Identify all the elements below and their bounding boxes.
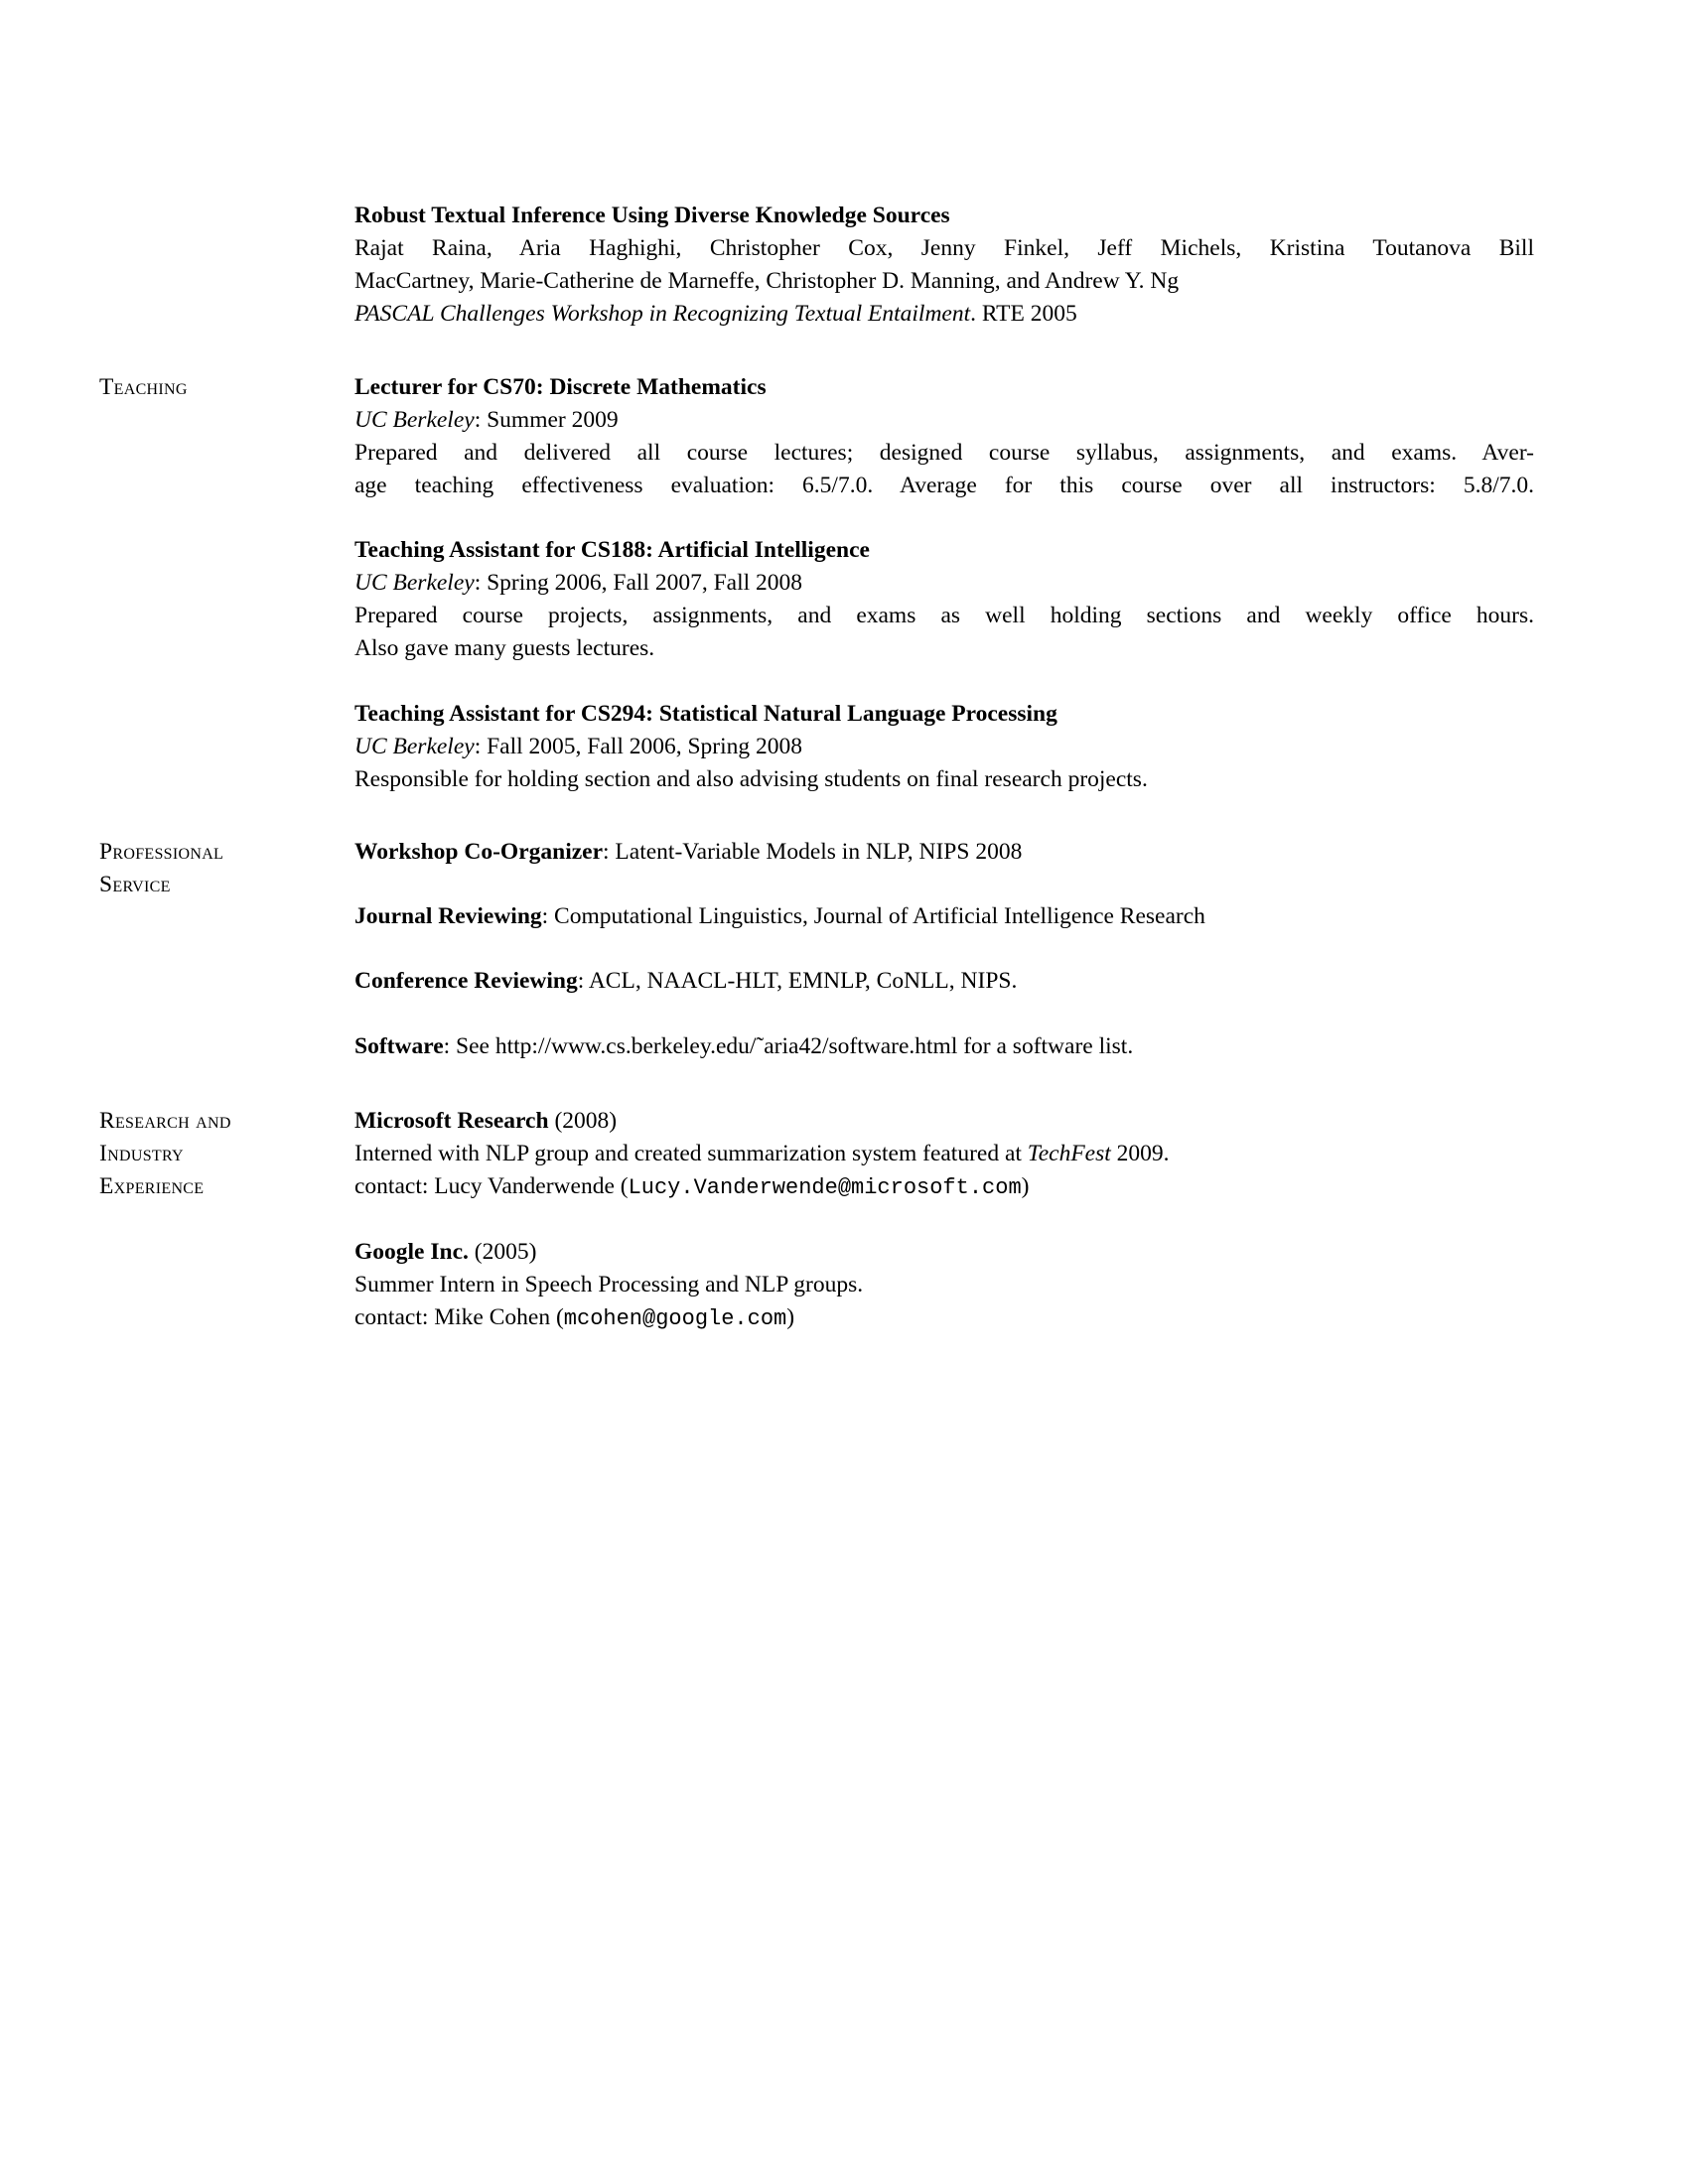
entry-desc: Prepared and delivered all course lectures; designed course syllabus, assignments, and exams. Aver-	[354, 440, 1534, 466]
company-name: Microsoft Research	[354, 1108, 549, 1134]
teaching-entry	[354, 698, 1534, 796]
company-name: Google Inc.	[354, 1239, 469, 1265]
publication-venue: PASCAL Challenges Workshop in Recognizing Textual Entailment. RTE 2005	[354, 301, 1077, 327]
teaching-entry	[354, 371, 1534, 502]
publication-entry	[354, 200, 1534, 331]
entry-org: UC Berkeley: Summer 2009	[354, 407, 619, 433]
section-label-service: Professional Service	[99, 839, 224, 897]
contact-email: Lucy.Vanderwende@microsoft.com	[628, 1175, 1022, 1200]
entry-title: Lecturer for CS70: Discrete Mathematics	[354, 374, 767, 400]
publication-authors: Rajat Raina, Aria Haghighi, Christopher Cox, Jenny Finkel, Jeff Michels, Kristina Toutanova Bill	[354, 235, 1534, 261]
experience-desc: Summer Intern in Speech Processing and NLP groups.	[354, 1272, 864, 1297]
teaching-entry	[354, 534, 1534, 665]
entry-org: UC Berkeley: Spring 2006, Fall 2007, Fall 2008	[354, 570, 803, 596]
experience-entry: Google Inc. (2005) Summer Intern in Speech Processing and NLP groups. contact: Mike Cohen (mcohen@google.com)	[354, 1236, 1534, 1335]
publication-authors-cont: MacCartney, Marie-Catherine de Marneffe, Christopher D. Manning, and Andrew Y. Ng	[354, 268, 1180, 294]
entry-org: UC Berkeley: Fall 2005, Fall 2006, Spring 2008	[354, 734, 803, 759]
entry-desc: Responsible for holding section and also advising students on final research projects.	[354, 766, 1148, 792]
service-item: Conference Reviewing: ACL, NAACL-HLT, EMNLP, CoNLL, NIPS.	[354, 968, 1018, 994]
experience-desc: Interned with NLP group and created summarization system featured at TechFest 2009.	[354, 1141, 1170, 1166]
contact-email: mcohen@google.com	[563, 1306, 787, 1331]
service-item: Software: See http://www.cs.berkeley.edu/˜aria42/software.html for a software list.	[354, 1033, 1134, 1059]
service-item: Workshop Co-Organizer: Latent-Variable Models in NLP, NIPS 2008	[354, 839, 1023, 865]
publication-title: Robust Textual Inference Using Diverse Knowledge Sources	[354, 203, 950, 228]
experience-contact: contact: Mike Cohen (mcohen@google.com)	[354, 1304, 795, 1331]
section-label-teaching: Teaching	[99, 374, 188, 400]
entry-desc-cont: age teaching effectiveness evaluation: 6.5/7.0. Average for this course over all instructors: 5.8/7.0.	[354, 473, 1534, 498]
entry-title: Teaching Assistant for CS294: Statistical Natural Language Processing	[354, 701, 1057, 727]
entry-desc-cont: Also gave many guests lectures.	[354, 635, 655, 661]
service-item: Journal Reviewing: Computational Linguistics, Journal of Artificial Intelligence Research	[354, 903, 1205, 929]
experience-entry: Microsoft Research (2008) Interned with NLP group and created summarization system featured at TechFest 2009. contact: Lucy Vanderwende (Lucy.Vanderwende@microsoft.com)	[354, 1105, 1534, 1204]
entry-title: Teaching Assistant for CS188: Artificial Intelligence	[354, 537, 870, 563]
section-label-experience: Research and Industry Experience	[99, 1108, 231, 1199]
experience-contact: contact: Lucy Vanderwende (Lucy.Vanderwende@microsoft.com)	[354, 1173, 1030, 1200]
entry-desc: Prepared course projects, assignments, and exams as well holding sections and weekly office hours.	[354, 603, 1534, 628]
